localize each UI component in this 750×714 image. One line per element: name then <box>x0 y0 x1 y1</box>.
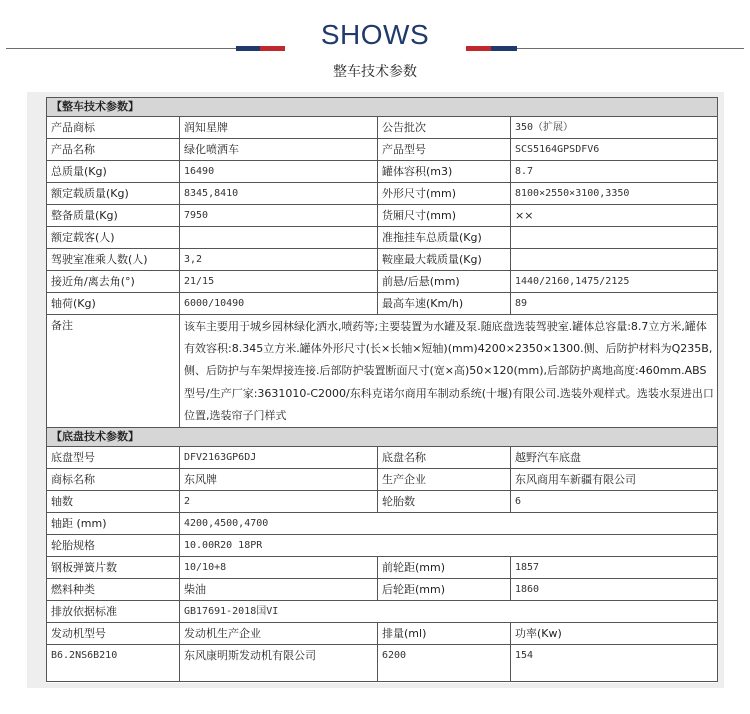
vehicle-spec-row <box>47 227 718 249</box>
spec-image-frame <box>27 92 724 688</box>
vehicle-note-row <box>47 315 718 428</box>
spec-label: 产品商标 <box>47 117 180 139</box>
spec-label: 驾驶室准乘人数(人) <box>47 249 180 271</box>
spec-table <box>46 97 718 682</box>
header-subtitle: 整车技术参数 <box>333 64 417 80</box>
spec-value: 8345,8410 <box>180 183 378 205</box>
spec-label: 生产企业 <box>378 469 511 491</box>
note-label: 备注 <box>47 315 180 428</box>
spec-label: 商标名称 <box>47 469 180 491</box>
engine-data-row <box>47 645 718 682</box>
chassis-spec-row <box>47 447 718 469</box>
vehicle-section-header <box>47 98 718 117</box>
spec-value: 1440/2160,1475/2125 <box>511 271 718 293</box>
spec-value <box>511 227 718 249</box>
spec-label: 总质量(Kg) <box>47 161 180 183</box>
spec-label: 额定载质量(Kg) <box>47 183 180 205</box>
spec-label: 额定载客(人) <box>47 227 180 249</box>
vehicle-spec-row <box>47 161 718 183</box>
spec-value: 越野汽车底盘 <box>511 447 718 469</box>
spec-value: SCS5164GPSDFV6 <box>511 139 718 161</box>
spec-value <box>511 249 718 271</box>
spec-value: 7950 <box>180 205 378 227</box>
spec-label: 接近角/离去角(°) <box>47 271 180 293</box>
vehicle-spec-row <box>47 183 718 205</box>
spec-label: 最高车速(Km/h) <box>378 293 511 315</box>
spec-label: 准拖挂车总质量(Kg) <box>378 227 511 249</box>
spec-label: 罐体容积(m3) <box>378 161 511 183</box>
spec-value: 柴油 <box>180 579 378 601</box>
header-title: SHOWS <box>320 19 430 50</box>
spec-label: 轴距 (mm) <box>47 513 180 535</box>
chassis-spec-row <box>47 579 718 601</box>
chassis-spec-row <box>47 535 718 557</box>
spec-label: 轮胎规格 <box>47 535 180 557</box>
spec-label: 前轮距(mm) <box>378 557 511 579</box>
chassis-section-title: 【底盘技术参数】 <box>47 428 718 447</box>
spec-label: 燃料种类 <box>47 579 180 601</box>
engine-value-cell: 154 <box>511 645 718 682</box>
engine-value-cell: 6200 <box>378 645 511 682</box>
spec-value: 润知星牌 <box>180 117 378 139</box>
spec-value: 21/15 <box>180 271 378 293</box>
spec-value: DFV2163GP6DJ <box>180 447 378 469</box>
spec-label: 鞍座最大载质量(Kg) <box>378 249 511 271</box>
chassis-spec-row <box>47 557 718 579</box>
spec-value: 6000/10490 <box>180 293 378 315</box>
spec-value: 350（扩展） <box>511 117 718 139</box>
vehicle-spec-row <box>47 271 718 293</box>
engine-header-row <box>47 623 718 645</box>
vehicle-spec-row <box>47 205 718 227</box>
spec-label: 产品名称 <box>47 139 180 161</box>
spec-value: 绿化喷洒车 <box>180 139 378 161</box>
spec-value: 4200,4500,4700 <box>180 513 718 535</box>
chassis-spec-row <box>47 469 718 491</box>
spec-label: 公告批次 <box>378 117 511 139</box>
spec-value: 89 <box>511 293 718 315</box>
spec-label: 后轮距(mm) <box>378 579 511 601</box>
spec-value <box>180 227 378 249</box>
spec-label: 轴数 <box>47 491 180 513</box>
spec-label: 货厢尺寸(mm) <box>378 205 511 227</box>
spec-value: 1857 <box>511 557 718 579</box>
engine-value-cell: B6.2NS6B210 <box>47 645 180 682</box>
emission-label: 排放依据标准 <box>47 601 180 623</box>
spec-label: 底盘型号 <box>47 447 180 469</box>
engine-header-cell: 发动机生产企业 <box>180 623 378 645</box>
vehicle-section-title: 【整车技术参数】 <box>47 98 718 117</box>
spec-value: 2 <box>180 491 378 513</box>
vehicle-spec-row <box>47 139 718 161</box>
spec-sheet <box>46 97 717 683</box>
spec-value: 10.00R20 18PR <box>180 535 718 557</box>
spec-label: 轴荷(Kg) <box>47 293 180 315</box>
spec-value: 东风牌 <box>180 469 378 491</box>
vehicle-spec-row <box>47 293 718 315</box>
spec-value: 1860 <box>511 579 718 601</box>
spec-label: 整备质量(Kg) <box>47 205 180 227</box>
spec-label: 外形尺寸(mm) <box>378 183 511 205</box>
vehicle-spec-row <box>47 249 718 271</box>
engine-header-cell: 发动机型号 <box>47 623 180 645</box>
chassis-spec-row <box>47 491 718 513</box>
spec-label: 钢板弹簧片数 <box>47 557 180 579</box>
spec-value: 8100×2550×3100,3350 <box>511 183 718 205</box>
spec-value: 16490 <box>180 161 378 183</box>
chassis-spec-row <box>47 513 718 535</box>
spec-label: 底盘名称 <box>378 447 511 469</box>
engine-header-cell: 排量(ml) <box>378 623 511 645</box>
spec-label: 前悬/后悬(mm) <box>378 271 511 293</box>
engine-value-cell: 东风康明斯发动机有限公司 <box>180 645 378 682</box>
spec-label: 轮胎数 <box>378 491 511 513</box>
spec-value: 6 <box>511 491 718 513</box>
spec-value: 3,2 <box>180 249 378 271</box>
section-header <box>0 0 750 92</box>
note-text: 该车主要用于城乡园林绿化洒水,喷药等;主要装置为水罐及泵.随底盘选装驾驶室.罐体总容量:8.7立方米,罐体有效容积:8.345立方米.罐体外形尺寸(长×长轴×短轴)(mm)4200×2350×1300.侧、后防护材料为Q235B,侧、后防护与车架焊接连接.后部防护装置断面尺寸(宽×高)50×120(mm),后部防护离地高度:460mm.ABS型号/生产厂家:3631010-C2000/东科克诺尔商用车制动系统(十堰)有限公司.选装外观样式。选装水泵进出口位置,选装帘子门样式 <box>180 315 718 428</box>
emission-value: GB17691-2018国VI <box>180 601 718 623</box>
emission-row <box>47 601 718 623</box>
spec-value: 10/10+8 <box>180 557 378 579</box>
spec-label: 产品型号 <box>378 139 511 161</box>
spec-value: 东风商用车新疆有限公司 <box>511 469 718 491</box>
engine-header-cell: 功率(Kw) <box>511 623 718 645</box>
spec-value: 8.7 <box>511 161 718 183</box>
chassis-section-header <box>47 428 718 447</box>
vehicle-spec-row <box>47 117 718 139</box>
spec-value: ×× <box>511 205 718 227</box>
